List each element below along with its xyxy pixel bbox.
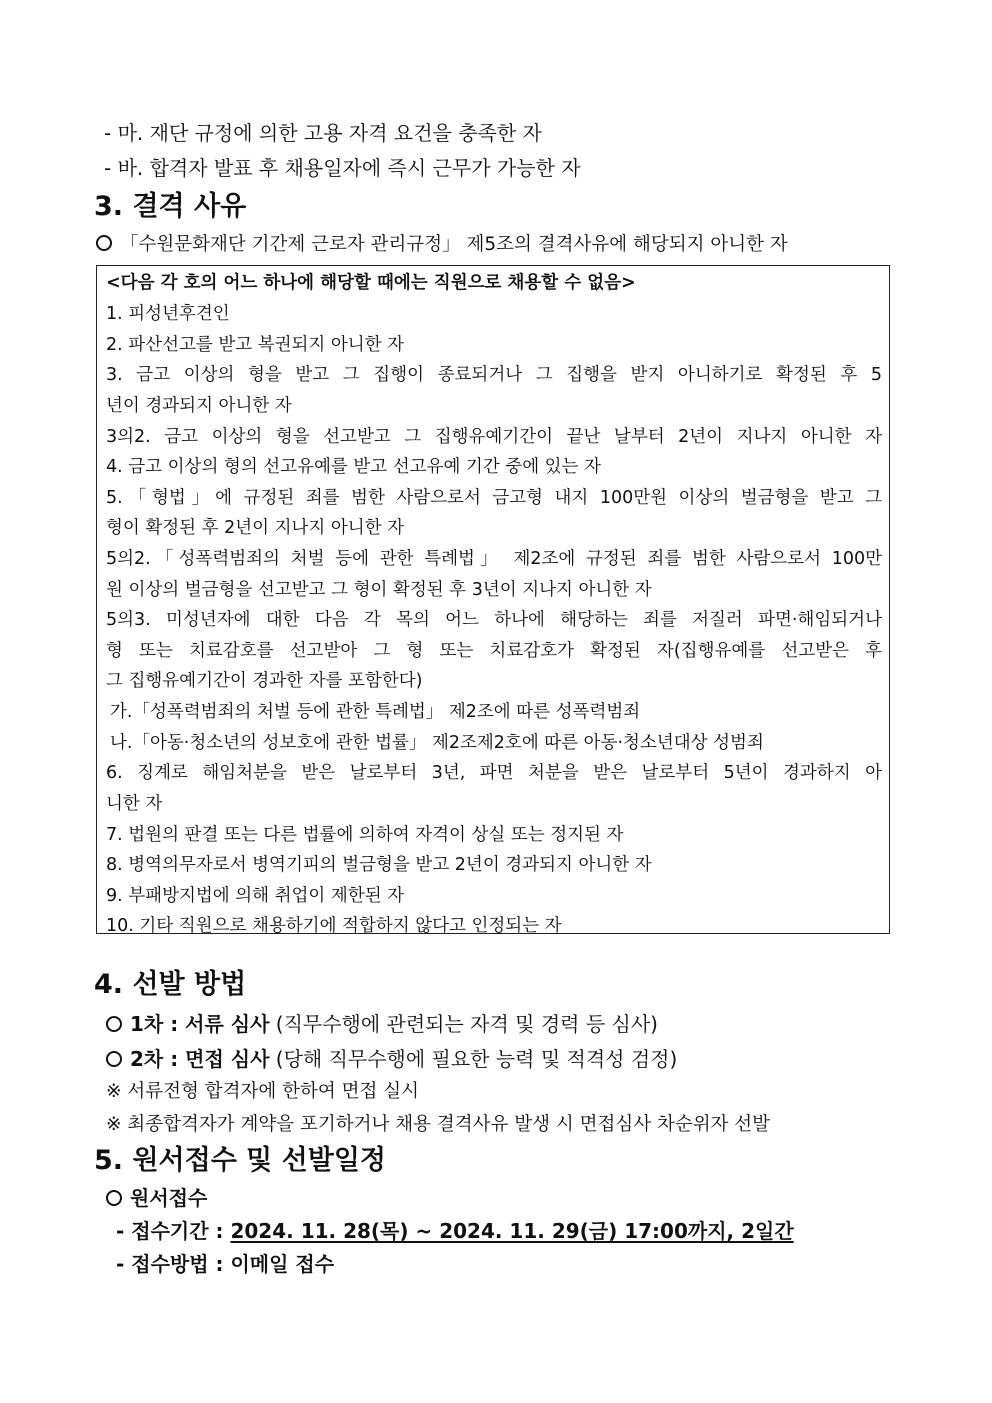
requirement-item-ma: - 마. 재단 규정에 의한 고용 자격 요건을 충족한 자 (104, 121, 542, 145)
box-line: 4. 금고 이상의 형의 선고유예를 받고 선고유예 기간 중에 있는 자 (106, 457, 601, 477)
method-label: - 접수방법 : (116, 1252, 231, 1276)
box-line: 10. 기타 직원으로 채용하기에 적합하지 않다고 인정되는 자 (106, 916, 562, 936)
circle-bullet-icon (106, 1051, 122, 1067)
application-period (116, 1215, 794, 1244)
disqualification-box (96, 265, 890, 934)
box-line: 1. 피성년후견인 (106, 304, 230, 324)
circle-bullet-icon (106, 1190, 122, 1206)
box-line: 년이 경과되지 아니한 자 (106, 396, 292, 416)
circle-bullet-icon (96, 235, 112, 251)
box-line: 원 이상의 벌금형을 선고받고 그 형이 확정된 후 3년이 지나지 아니한 자 (106, 580, 652, 600)
section3-intro (96, 230, 788, 256)
box-line: 8. 병역의무자로서 병역기피의 벌금형을 받고 2년이 경과되지 아니한 자 (106, 855, 652, 875)
box-line: 5의3. 미성년자에 대한 다음 각 목의 어느 하나에 해당하는 죄를 저질러 파면·해임되거나 (106, 610, 882, 630)
requirement-item-ba: - 바. 합격자 발표 후 채용일자에 즉시 근무가 가능한 자 (104, 156, 581, 180)
box-line: 가.「성폭력범죄의 처벌 등에 관한 특례법」 제2조에 따른 성폭력범죄 (110, 702, 641, 722)
box-line: 2. 파산선고를 받고 복권되지 아니한 자 (106, 335, 405, 355)
period-value: 2024. 11. 28(목) ~ 2024. 11. 29(금) 17:00까지, 2일간 (230, 1219, 794, 1243)
selection-step-2 (106, 1043, 677, 1072)
box-line: 7. 법원의 판결 또는 다른 법률에 의하여 자격이 상실 또는 정지된 자 (106, 825, 624, 845)
box-line: 그 집행유예기간이 경과한 자를 포함한다) (106, 671, 423, 691)
step1-label: 1차 : 서류 심사 (130, 1012, 270, 1036)
method-value: 이메일 접수 (230, 1252, 335, 1276)
box-line: 형이 확정된 후 2년이 지나지 아니한 자 (106, 518, 405, 538)
box-line: 6. 징계로 해임처분을 받은 날로부터 3년, 파면 처분을 받은 날로부터 5년이 경과하지 아 (106, 763, 882, 783)
application-sub-text: 원서접수 (130, 1186, 208, 1210)
box-line: 니한 자 (106, 794, 163, 814)
selection-step-1 (106, 1008, 658, 1037)
section3-intro-text: 「수원문화재단 기간제 근로자 관리규정」 제5조의 결격사유에 해당되지 아니한 자 (120, 234, 788, 255)
note-2: ※ 최종합격자가 계약을 포기하거나 채용 결격사유 발생 시 면접심사 차순위자 선발 (106, 1114, 771, 1135)
circle-bullet-icon (106, 1016, 122, 1032)
step1-desc: (직무수행에 관련되는 자격 및 경력 등 심사) (269, 1012, 658, 1036)
box-line: 3의2. 금고 이상의 형을 선고받고 그 집행유예기간이 끝난 날부터 2년이 지나지 아니한 자 (106, 427, 882, 447)
box-line: 3. 금고 이상의 형을 받고 그 집행이 종료되거나 그 집행을 받지 아니하기로 확정된 후 5 (106, 365, 882, 385)
note-1: ※ 서류전형 합격자에 한하여 면접 실시 (106, 1081, 419, 1102)
period-label: - 접수기간 : (116, 1219, 231, 1243)
box-title: <다음 각 호의 어느 하나에 해당할 때에는 직원으로 채용할 수 없음> (106, 273, 636, 293)
box-line: 9. 부패방지법에 의해 취업이 제한된 자 (106, 886, 405, 906)
application-subheading (106, 1182, 207, 1211)
application-method (116, 1248, 334, 1277)
step2-label: 2차 : 면접 심사 (130, 1047, 270, 1071)
box-line: 5의2.「성폭력범죄의 처벌 등에 관한 특례법」 제2조에 규정된 죄를 범한 사람으로서 100만 (106, 549, 882, 569)
box-line: 5.「형법」에 규정된 죄를 범한 사람으로서 금고형 내지 100만원 이상의 벌금형을 받고 그 (106, 488, 882, 508)
step2-desc: (당해 직무수행에 필요한 능력 및 적격성 검정) (269, 1047, 678, 1071)
box-line: 형 또는 치료감호를 선고받아 그 형 또는 치료감호가 확정된 자(집행유예를 선고받은 후 (106, 641, 882, 661)
section4-heading: 4. 선발 방법 (94, 969, 247, 1000)
section3-heading: 3. 결격 사유 (94, 191, 247, 222)
section5-heading: 5. 원서접수 및 선발일정 (94, 1145, 386, 1176)
box-line: 나.「아동·청소년의 성보호에 관한 법률」 제2조제2호에 따른 아동·청소년대상 성범죄 (110, 733, 764, 753)
